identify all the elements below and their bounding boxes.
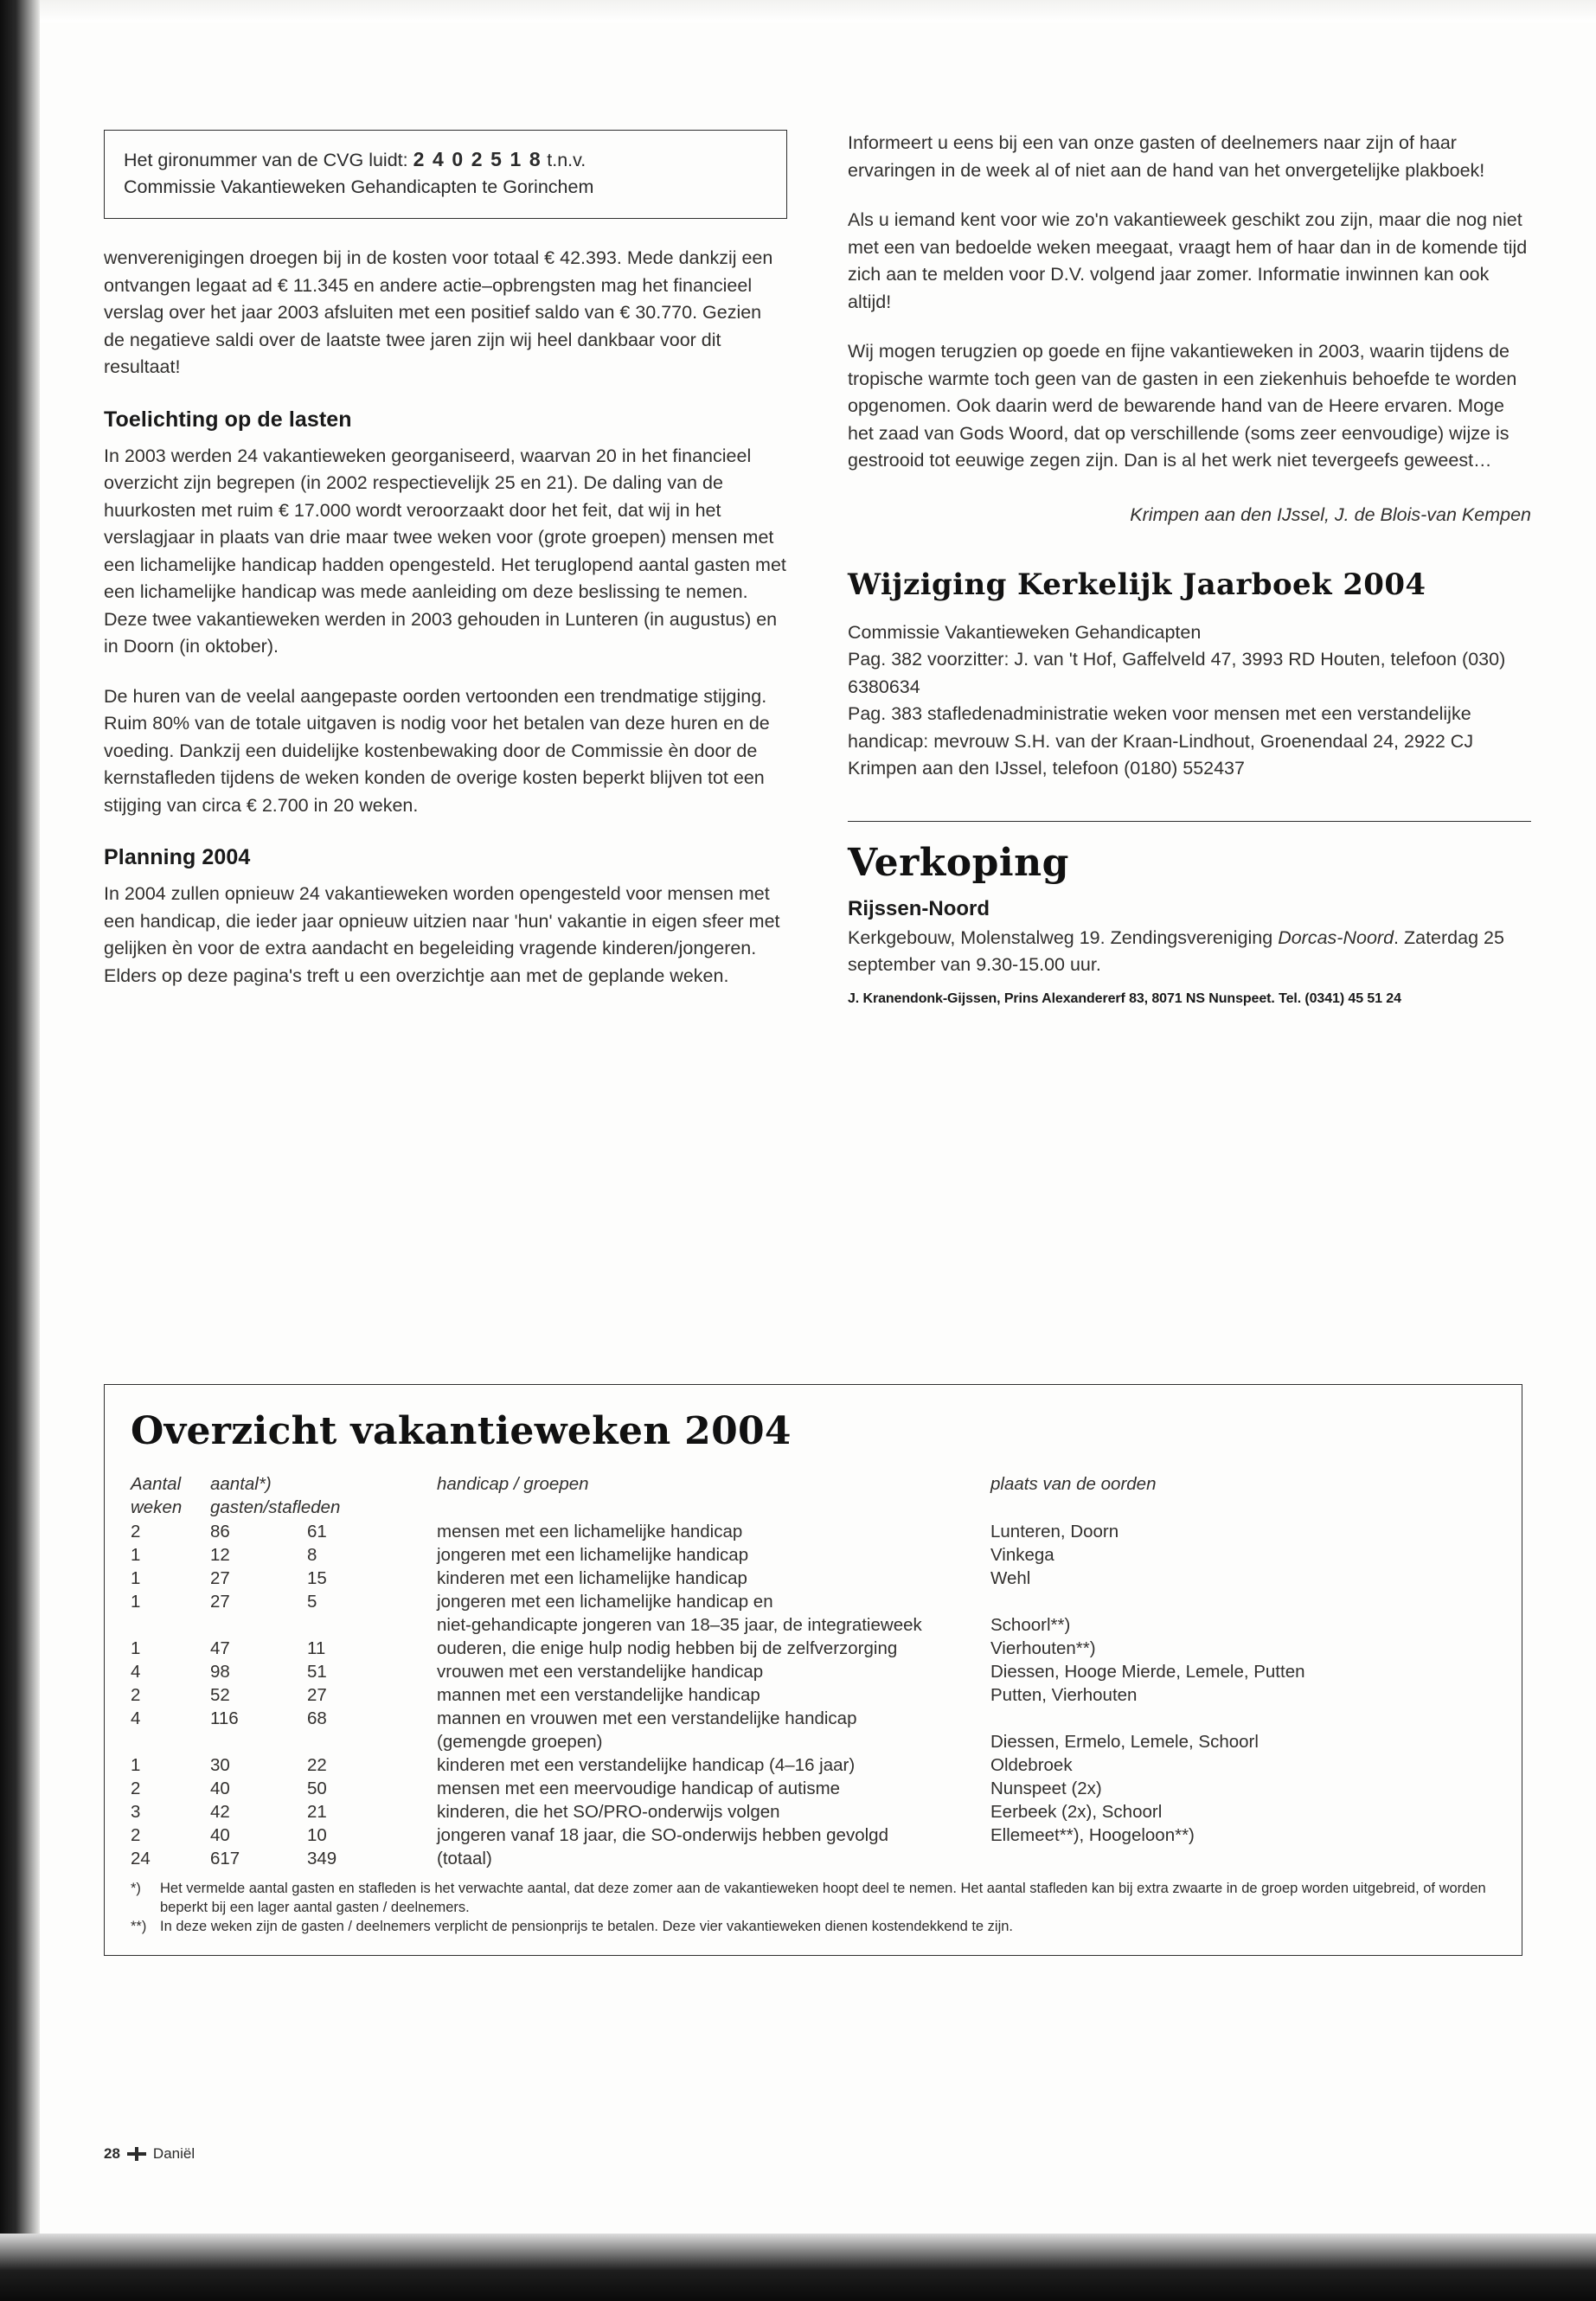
overzicht-table-body <box>131 1520 1497 1870</box>
verkoping-body <box>848 925 1531 979</box>
cell-plaats: Eerbeek (2x), Schoorl <box>990 1801 1163 1822</box>
cell-aantal-stafleden <box>307 1730 437 1753</box>
cell-plaats: Diessen, Hooge Mierde, Lemele, Putten <box>990 1661 1305 1682</box>
jaarboek-line-2: Pag. 382 voorzitter: J. van 't Hof, Gaffelveld 47, 3993 RD Houten, telefoon (030) 6380634 <box>848 649 1506 697</box>
verkoping-body-part-2: . Zaterdag 25 september van 9.30-15.00 uur. <box>848 926 1504 975</box>
cell-aantal-stafleden: 10 <box>307 1824 327 1845</box>
right-paragraph-1: Informeert u eens bij een van onze gasten of deelnemers naar zijn of haar ervaringen in de week al of niet aan de hand van het onvergetelijke plakboek! <box>848 132 1485 181</box>
intro-paragraph: wenverenigingen droegen bij in de kosten voor totaal € 42.393. Mede dankzij een ontvangen legaat ad € 11.345 en andere actie–opbrengsten mag het financieel verslag over het jaar 2003 afsluiten met een positief saldo van € 30.770. Gezien de negatieve saldi over de laatste twee jaren zijn wij heel dankbaar voor dit resultaat! <box>104 247 773 377</box>
header-spacer-2 <box>990 1497 1497 1521</box>
cell-plaats <box>990 1707 1497 1730</box>
giro-committee: Commissie Vakantieweken Gehandicapten te Gorinchem <box>124 176 594 197</box>
heading-toelichting-lasten: Toelichting op de lasten <box>104 407 352 432</box>
cell-aantal-weken: 24 <box>131 1848 151 1868</box>
table-row <box>131 1590 1497 1613</box>
cell-aantal-gasten: 30 <box>210 1754 230 1775</box>
table-header-row-1 <box>131 1472 1497 1497</box>
header-spacer-1 <box>437 1497 990 1521</box>
cell-aantal-gasten: 40 <box>210 1778 230 1798</box>
page-footer <box>104 2145 195 2163</box>
left-column <box>104 130 787 1012</box>
table-row <box>131 1683 1497 1707</box>
cell-plaats: Wehl <box>990 1567 1031 1588</box>
cell-aantal-gasten: 47 <box>210 1638 230 1658</box>
jaarboek-line-1: Commissie Vakantieweken Gehandicapten <box>848 621 1202 643</box>
cell-handicap-groep: kinderen met een lichamelijke handicap <box>437 1567 747 1588</box>
scan-top-edge <box>0 0 1596 22</box>
cell-aantal-stafleden: 21 <box>307 1801 327 1822</box>
cell-aantal-gasten: 27 <box>210 1567 230 1588</box>
cell-aantal-stafleden: 8 <box>307 1544 317 1565</box>
note-row <box>131 1917 1497 1936</box>
cell-handicap-groep: niet-gehandicapte jongeren van 18–35 jaar, de integratieweek <box>437 1614 922 1635</box>
cell-handicap-groep: mensen met een meervoudige handicap of autisme <box>437 1778 841 1798</box>
cell-handicap-groep: mensen met een lichamelijke handicap <box>437 1521 743 1541</box>
heading-wijziging-jaarboek: Wijziging Kerkelijk Jaarboek 2004 <box>848 567 1426 602</box>
table-row <box>131 1800 1497 1823</box>
cell-plaats <box>990 1847 1497 1870</box>
cell-plaats: Putten, Vierhouten <box>990 1684 1138 1705</box>
table-row <box>131 1753 1497 1777</box>
cell-aantal-stafleden: 68 <box>307 1708 327 1728</box>
cell-plaats: Ellemeet**), Hoogeloon**) <box>990 1824 1195 1845</box>
note-mark: *) <box>131 1881 141 1896</box>
header-plaats-oorden: plaats van de oorden <box>990 1473 1157 1494</box>
cell-handicap-groep: ouderen, die enige hulp nodig hebben bij de zelfverzorging <box>437 1638 898 1658</box>
cell-aantal-weken: 1 <box>131 1754 141 1775</box>
scan-left-edge <box>0 0 40 2301</box>
cell-plaats: Oldebroek <box>990 1754 1073 1775</box>
right-column <box>848 130 1531 1007</box>
cell-aantal-gasten: 40 <box>210 1824 230 1845</box>
right-paragraph-2: Als u iemand kent voor wie zo'n vakantieweek geschikt zou zijn, maar die nog niet met een van bedoelde weken meegaat, vraagt hem of haar dan in de komende tijd zich aan te melden voor D.V. volgend jaar zomer. Informatie inwinnen kan ook altijd! <box>848 209 1528 312</box>
table-row <box>131 1613 1497 1637</box>
cell-plaats: Vierhouten**) <box>990 1638 1096 1658</box>
cell-aantal-weken <box>131 1613 210 1637</box>
note-row <box>131 1879 1497 1917</box>
giro-line-prefix: Het gironummer van de CVG luidt: <box>124 150 413 170</box>
cross-logo-icon <box>127 2147 146 2161</box>
cell-plaats: Lunteren, Doorn <box>990 1521 1119 1541</box>
overzicht-table <box>131 1472 1497 1870</box>
cell-aantal-weken: 1 <box>131 1544 141 1565</box>
verkoping-title: Verkoping <box>848 840 1069 885</box>
verkoping-body-italic: Dorcas-Noord <box>1278 926 1394 948</box>
cell-handicap-groep: kinderen met een verstandelijke handicap (4–16 jaar) <box>437 1754 856 1775</box>
cell-aantal-weken: 2 <box>131 1778 141 1798</box>
header-aantal-weken-2: weken <box>131 1497 183 1517</box>
cell-plaats: Nunspeet (2x) <box>990 1778 1102 1798</box>
cell-handicap-groep: jongeren met een lichamelijke handicap en <box>437 1591 773 1612</box>
cell-aantal-stafleden: 15 <box>307 1567 327 1588</box>
cell-aantal-stafleden <box>307 1613 437 1637</box>
overzicht-notes <box>131 1879 1497 1936</box>
cell-handicap-groep: mannen met een verstandelijke handicap <box>437 1684 760 1705</box>
cell-aantal-gasten: 617 <box>210 1848 240 1868</box>
table-row <box>131 1637 1497 1660</box>
header-handicap-groepen: handicap / groepen <box>437 1473 589 1494</box>
cell-aantal-stafleden: 51 <box>307 1661 327 1682</box>
cell-aantal-gasten: 27 <box>210 1591 230 1612</box>
header-aantal-weken-1: Aantal <box>131 1473 182 1494</box>
cell-plaats: Diessen, Ermelo, Lemele, Schoorl <box>990 1731 1259 1752</box>
cell-plaats <box>990 1590 1497 1613</box>
cell-aantal-stafleden: 11 <box>307 1638 326 1658</box>
cell-aantal-stafleden: 61 <box>307 1521 327 1541</box>
page-number: 28 <box>104 2145 120 2162</box>
cell-handicap-groep: vrouwen met een verstandelijke handicap <box>437 1661 764 1682</box>
overzicht-block <box>104 1384 1522 1956</box>
cell-handicap-groep: jongeren met een lichamelijke handicap <box>437 1544 749 1565</box>
table-row <box>131 1707 1497 1730</box>
cell-aantal-weken: 4 <box>131 1708 141 1728</box>
table-row <box>131 1730 1497 1753</box>
cell-aantal-gasten: 98 <box>210 1661 230 1682</box>
table-row <box>131 1543 1497 1567</box>
cell-aantal-weken: 1 <box>131 1638 141 1658</box>
jaarboek-line-3: Pag. 383 stafledenadministratie weken voor mensen met een verstandelijke handicap: mevrouw S.H. van der Kraan-Lindhout, Groenendaal 24, 2922 CJ Krimpen aan den IJssel, telefoon (0180) 552437 <box>848 703 1474 779</box>
header-gasten-stafleden: gasten/stafleden <box>210 1497 341 1517</box>
cell-aantal-gasten: 52 <box>210 1684 230 1705</box>
cell-aantal-stafleden: 22 <box>307 1754 327 1775</box>
table-row <box>131 1567 1497 1590</box>
cell-aantal-weken: 2 <box>131 1521 141 1541</box>
cell-aantal-stafleden: 27 <box>307 1684 327 1705</box>
heading-planning-2004: Planning 2004 <box>104 845 251 869</box>
cell-aantal-weken: 4 <box>131 1661 141 1682</box>
author-signature: Krimpen aan den IJssel, J. de Blois-van Kempen <box>1130 503 1531 525</box>
cell-handicap-groep: kinderen, die het SO/PRO-onderwijs volgen <box>437 1801 780 1822</box>
verkoping-body-part-1: Kerkgebouw, Molenstalweg 19. Zendingsvereniging <box>848 926 1279 948</box>
cell-aantal-stafleden: 349 <box>307 1848 337 1868</box>
cell-aantal-gasten <box>210 1613 307 1637</box>
cell-aantal-gasten: 116 <box>210 1708 239 1728</box>
note-mark: **) <box>131 1919 147 1934</box>
cell-aantal-gasten: 42 <box>210 1801 230 1822</box>
table-row <box>131 1660 1497 1683</box>
cell-handicap-groep: (gemengde groepen) <box>437 1731 603 1752</box>
right-paragraph-3: Wij mogen terugzien op goede en fijne vakantieweken in 2003, waarin tijdens de tropische warmte toch geen van de gasten in een ziekenhuis behoefde te worden opgenomen. Ook daarin werd de bewarende hand van de Heere ervaren. Moge het zaad van Gods Woord, dat op verschillende (soms zeer eenvoudige) wijze is gestrooid tot eeuwige zegen zijn. Dan is al het werk niet tevergeefs geweest… <box>848 341 1517 471</box>
verkoping-location: Rijssen-Noord <box>848 896 990 920</box>
cell-aantal-stafleden: 5 <box>307 1591 317 1612</box>
cell-aantal-stafleden: 50 <box>307 1778 327 1798</box>
giro-callout <box>104 130 787 219</box>
table-row <box>131 1520 1497 1543</box>
cell-aantal-gasten: 12 <box>210 1544 230 1565</box>
cell-handicap-groep: (totaal) <box>437 1848 492 1868</box>
note-text: Het vermelde aantal gasten en stafleden is het verwachte aantal, dat deze zomer aan de vakantieweken hoopt deel te nemen. Het aantal stafleden kan bij extra zwaarte in de groep worden uitgebreid, of worden beperkt bij een lager aantal gasten / deelnemers. <box>160 1881 1486 1915</box>
cell-aantal-gasten: 86 <box>210 1521 230 1541</box>
planning-paragraph: In 2004 zullen opnieuw 24 vakantieweken worden opengesteld voor mensen met een handicap, die ieder jaar opnieuw uitzien naar 'hun' vakantie in eigen sfeer met gelijken èn voor de extra aandacht en begeleiding vragende kinderen/jongeren. Elders op deze pagina's treft u een overzichtje aan met de geplande weken. <box>104 883 780 986</box>
table-header-row-2 <box>131 1497 1497 1521</box>
cell-aantal-weken: 3 <box>131 1801 141 1822</box>
cell-aantal-weken <box>131 1730 210 1753</box>
table-row <box>131 1823 1497 1847</box>
giro-number: 2 4 0 2 5 1 8 <box>413 148 542 170</box>
note-text: In deze weken zijn de gasten / deelnemers verplicht de pensionprijs te betalen. Deze vier vakantieweken dienen kostendekkend te zijn. <box>160 1919 1014 1934</box>
overzicht-title: Overzicht vakantieweken 2004 <box>131 1409 792 1453</box>
table-row <box>131 1777 1497 1800</box>
header-aantal-gasten-1: aantal*) <box>210 1473 272 1494</box>
verkoping-block <box>848 821 1531 1007</box>
cell-plaats: Vinkega <box>990 1544 1054 1565</box>
cell-aantal-weken: 1 <box>131 1591 141 1612</box>
cell-handicap-groep: jongeren vanaf 18 jaar, die SO-onderwijs hebben gevolgd <box>437 1824 888 1845</box>
cell-plaats: Schoorl**) <box>990 1614 1071 1635</box>
lasten-paragraph-2: De huren van de veelal aangepaste oorden vertoonden een trendmatige stijging. Ruim 80% van de totale uitgaven is nodig voor het betalen van deze huren en de voeding. Dankzij een duidelijke kostenbewaking door de Commissie èn door de kernstafleden tijdens de weken konden de overige kosten beperkt blijven tot een stijging van circa € 2.700 in 20 weken. <box>104 685 770 816</box>
giro-line-suffix: t.n.v. <box>542 150 586 170</box>
publication-name: Daniël <box>152 2145 195 2162</box>
lasten-paragraph-1: In 2003 werden 24 vakantieweken georganiseerd, waarvan 20 in het financieel overzicht zijn begrepen (in 2002 respectievelijk 25 en 21). De daling van de huurkosten met ruim € 17.000 wordt veroorzaakt door het feit, dat wij in het verslagjaar in plaats van drie maar twee weken voor (grote groepen) mensen met een lichamelijke handicap hadden opengesteld. Het teruglopend aantal gasten met een lichamelijke handicap was mede aanleiding om deze beslissing te nemen. Deze twee vakantieweken werden in 2003 gehouden in Lunteren (in augustus) en in Doorn (in oktober). <box>104 445 786 657</box>
verkoping-contact: J. Kranendonk-Gijssen, Prins Alexandererf 83, 8071 NS Nunspeet. Tel. (0341) 45 51 24 <box>848 990 1401 1006</box>
cell-aantal-weken: 2 <box>131 1684 141 1705</box>
cell-handicap-groep: mannen en vrouwen met een verstandelijke handicap <box>437 1708 857 1728</box>
cell-aantal-weken: 2 <box>131 1824 141 1845</box>
cell-aantal-gasten <box>210 1730 307 1753</box>
scan-bottom-edge <box>0 2234 1596 2301</box>
cell-aantal-weken: 1 <box>131 1567 141 1588</box>
table-row <box>131 1847 1497 1870</box>
